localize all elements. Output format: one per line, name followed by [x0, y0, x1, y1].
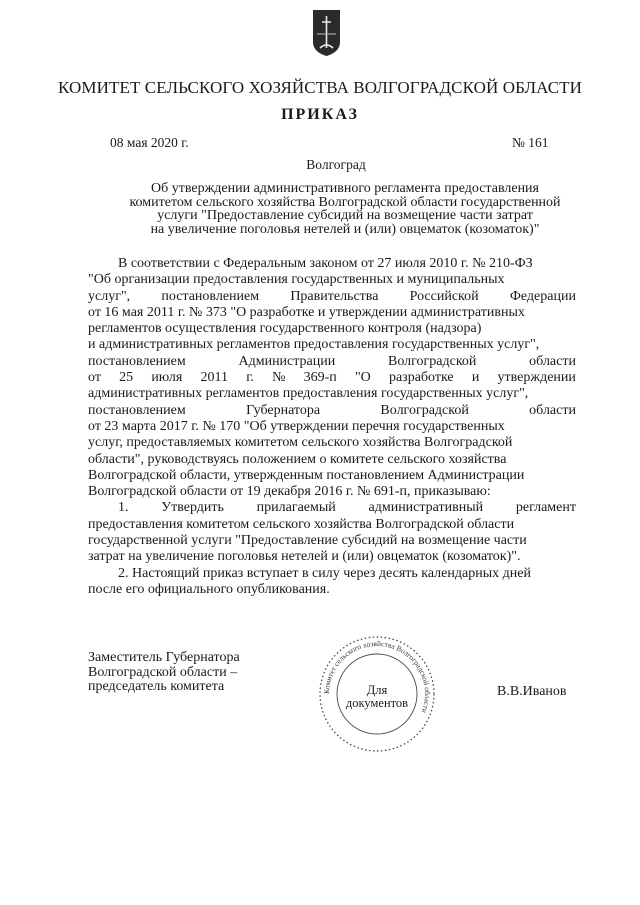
body-word: области	[529, 353, 576, 369]
document-number: № 161	[512, 135, 549, 150]
body-word: Утвердить	[161, 500, 224, 516]
stamp-ring-text: Комитет сельского хозяйства Волгоградской области	[321, 638, 433, 715]
signer-name: В.В.Иванов	[497, 684, 567, 699]
body-word: административный	[368, 500, 484, 516]
body-word: Волгоградской	[380, 402, 469, 418]
body-line: административных регламентов предоставления государственных услуг",	[88, 386, 529, 402]
stamp-center-text	[318, 684, 436, 710]
body-word: от	[88, 370, 101, 386]
subject-line: Об утверждении административного регламента предоставления	[151, 181, 539, 196]
body-word: Правительства	[290, 288, 379, 304]
stamp-line: Для	[366, 683, 388, 697]
body-line: "Об организации предоставления государственных и муниципальных	[88, 272, 505, 288]
body-word: разработке	[388, 370, 454, 386]
body-word: постановлением	[88, 353, 186, 369]
organization-name: КОМИТЕТ СЕЛЬСКОГО ХОЗЯЙСТВА ВОЛГОГРАДСКОЙ ОБЛАСТИ	[57, 78, 582, 97]
body-word: постановлением	[161, 288, 260, 304]
body-line	[88, 500, 576, 516]
body-word: Федерации	[509, 288, 576, 304]
body-word: и	[471, 370, 480, 386]
body-line: государственной услуги "Предоставление субсидий на возмещение части	[88, 533, 527, 549]
body-word: 369-п	[303, 370, 337, 386]
body-line: предоставления комитетом сельского хозяйства Волгоградской области	[88, 516, 515, 532]
position-line: председатель комитета	[88, 679, 225, 694]
stamp-line: документов	[345, 696, 409, 710]
body-line: от 23 марта 2017 г. № 170 "Об утверждении перечня государственных	[88, 418, 505, 434]
body-word: 1.	[118, 500, 129, 516]
subject-line: услуги "Предоставление субсидий на возмещение части затрат	[157, 208, 533, 223]
body-word: июля	[151, 370, 183, 386]
body-line: Волгоградской области, утвержденным постановлением Администрации	[88, 467, 525, 483]
document-subject	[120, 182, 570, 236]
document-city: Волгоград	[306, 157, 366, 172]
body-word: №	[272, 370, 286, 386]
body-line: В соответствии с Федеральным законом от 27 июля 2010 г. № 210-ФЗ	[118, 256, 533, 271]
body-word: Губернатора	[246, 402, 321, 418]
document-body	[88, 256, 576, 598]
subject-line: на увеличение поголовья нетелей и (или) овцематок (козоматок)"	[150, 221, 540, 237]
body-line: от 16 мая 2011 г. № 373 "О разработке и утверждении административных	[88, 304, 525, 320]
body-line: затрат на увеличение поголовья нетелей и (или) овцематок (козоматок)".	[88, 549, 521, 565]
body-line: Волгоградской области от 19 декабря 2016 г. № 691-п, приказываю:	[88, 484, 491, 500]
body-word: г.	[246, 370, 254, 386]
document-type: ПРИКАЗ	[281, 106, 359, 123]
body-line	[88, 403, 576, 419]
body-word: регламент	[515, 500, 576, 516]
signature-position	[88, 651, 240, 695]
body-word: 2011	[200, 370, 229, 386]
body-word: постановлением	[88, 402, 186, 418]
body-line: регламентов осуществления государственного контроля (надзора)	[88, 321, 482, 337]
body-line	[88, 289, 576, 305]
body-line: услуг, предоставляемых комитетом сельского хозяйства Волгоградской	[88, 435, 513, 451]
body-line	[88, 354, 576, 370]
position-line: Заместитель Губернатора	[88, 650, 240, 665]
body-line: 2. Настоящий приказ вступает в силу через десять календарных дней	[118, 565, 531, 581]
body-word: Российской	[409, 288, 479, 304]
body-word: Администрации	[238, 353, 336, 369]
subject-line: комитетом сельского хозяйства Волгоградской области государственной	[129, 194, 561, 210]
coat-of-arms-icon	[311, 8, 342, 58]
body-line	[88, 370, 576, 386]
position-line: Волгоградской области –	[88, 664, 238, 680]
body-word: услуг",	[88, 288, 131, 304]
body-word: прилагаемый	[256, 500, 336, 516]
body-line: после его официального опубликования.	[88, 581, 330, 597]
body-word: 25	[119, 370, 134, 386]
body-word: "О	[354, 370, 371, 386]
body-word: Волгоградской	[388, 353, 477, 369]
document-date: 08 мая 2020 г.	[110, 135, 189, 150]
body-line: области", руководствуясь положением о комитете сельского хозяйства	[88, 451, 507, 467]
body-word: области	[529, 402, 576, 418]
body-word: утверждении	[497, 370, 576, 386]
body-line: и административных регламентов предоставления государственных услуг",	[88, 337, 540, 353]
